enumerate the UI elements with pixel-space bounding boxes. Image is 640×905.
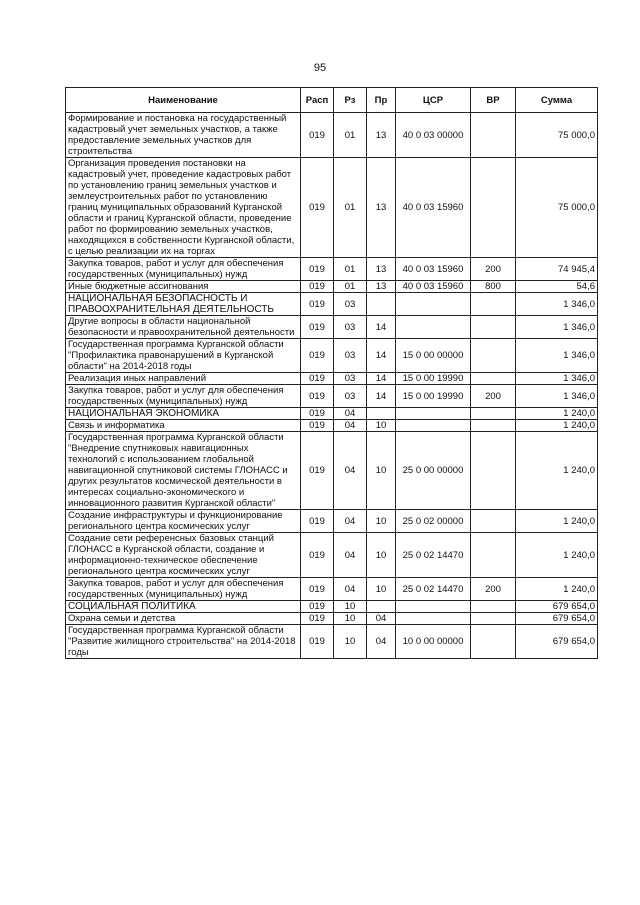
cell-rasp: 019	[301, 420, 334, 432]
cell-rasp: 019	[301, 533, 334, 578]
cell-vr: 200	[471, 385, 516, 408]
cell-sum: 74 945,4	[516, 258, 598, 281]
cell-rasp: 019	[301, 339, 334, 373]
header-sum: Сумма	[516, 88, 598, 113]
cell-vr	[471, 158, 516, 258]
cell-rz: 04	[334, 420, 367, 432]
cell-sum: 1 240,0	[516, 420, 598, 432]
cell-sum: 1 240,0	[516, 510, 598, 533]
cell-pr: 13	[367, 258, 396, 281]
cell-rasp: 019	[301, 625, 334, 659]
cell-csr: 10 0 00 00000	[396, 625, 471, 659]
cell-vr	[471, 613, 516, 625]
table-row	[66, 510, 598, 533]
cell-rasp: 019	[301, 601, 334, 613]
cell-sum: 54,6	[516, 281, 598, 293]
cell-name: Закупка товаров, работ и услуг для обеспечения государственных (муниципальных) нужд	[66, 258, 301, 281]
cell-vr: 800	[471, 281, 516, 293]
cell-rz: 01	[334, 113, 367, 158]
cell-pr: 14	[367, 373, 396, 385]
table-row	[66, 339, 598, 373]
table-row	[66, 613, 598, 625]
cell-sum: 1 346,0	[516, 316, 598, 339]
cell-csr: 15 0 00 19990	[396, 373, 471, 385]
cell-name: Государственная программа Курганской области "Профилактика правонарушений в Курганской области" на 2014-2018 годы	[66, 339, 301, 373]
cell-vr: 200	[471, 258, 516, 281]
cell-sum: 1 346,0	[516, 339, 598, 373]
cell-csr: 40 0 03 15960	[396, 281, 471, 293]
cell-rz: 04	[334, 408, 367, 420]
cell-name: Связь и информатика	[66, 420, 301, 432]
cell-pr: 10	[367, 533, 396, 578]
cell-rasp: 019	[301, 258, 334, 281]
cell-sum: 1 240,0	[516, 432, 598, 510]
cell-csr: 25 0 02 14470	[396, 533, 471, 578]
cell-vr	[471, 420, 516, 432]
cell-rz: 03	[334, 293, 367, 316]
table-body	[66, 113, 598, 659]
cell-pr: 14	[367, 385, 396, 408]
cell-rasp: 019	[301, 432, 334, 510]
cell-rz: 03	[334, 385, 367, 408]
cell-rasp: 019	[301, 316, 334, 339]
cell-sum: 75 000,0	[516, 158, 598, 258]
cell-csr: 25 0 00 00000	[396, 432, 471, 510]
cell-csr: 40 0 03 00000	[396, 113, 471, 158]
cell-csr	[396, 408, 471, 420]
cell-csr	[396, 613, 471, 625]
cell-rz: 03	[334, 316, 367, 339]
header-pr: Пр	[367, 88, 396, 113]
table-row	[66, 533, 598, 578]
cell-vr: 200	[471, 578, 516, 601]
cell-vr	[471, 373, 516, 385]
table-row	[66, 258, 598, 281]
cell-pr: 10	[367, 578, 396, 601]
table-row	[66, 113, 598, 158]
cell-vr	[471, 113, 516, 158]
header-vr: ВР	[471, 88, 516, 113]
cell-rz: 03	[334, 373, 367, 385]
cell-vr	[471, 601, 516, 613]
header-rz: Рз	[334, 88, 367, 113]
header-name: Наименование	[66, 88, 301, 113]
cell-csr: 15 0 00 00000	[396, 339, 471, 373]
cell-rasp: 019	[301, 281, 334, 293]
table-header-row	[66, 88, 598, 113]
cell-csr	[396, 420, 471, 432]
table-row	[66, 385, 598, 408]
table-row	[66, 158, 598, 258]
cell-vr	[471, 339, 516, 373]
cell-rz: 04	[334, 578, 367, 601]
header-csr: ЦСР	[396, 88, 471, 113]
cell-name: Создание сети референсных базовых станций ГЛОНАСС в Курганской области, создание и информационно-техническое обеспечение регионального центра космических услуг	[66, 533, 301, 578]
cell-rz: 01	[334, 258, 367, 281]
cell-rasp: 019	[301, 385, 334, 408]
table-row	[66, 420, 598, 432]
cell-sum: 679 654,0	[516, 601, 598, 613]
cell-pr: 13	[367, 158, 396, 258]
cell-name: Охрана семьи и детства	[66, 613, 301, 625]
page-number: 95	[313, 62, 327, 74]
cell-rz: 01	[334, 281, 367, 293]
cell-sum: 1 240,0	[516, 408, 598, 420]
cell-csr: 15 0 00 19990	[396, 385, 471, 408]
cell-csr: 25 0 02 14470	[396, 578, 471, 601]
cell-csr	[396, 293, 471, 316]
cell-name: НАЦИОНАЛЬНАЯ БЕЗОПАСНОСТЬ И ПРАВООХРАНИТЕЛЬНАЯ ДЕЯТЕЛЬНОСТЬ	[66, 293, 301, 316]
cell-rz: 04	[334, 510, 367, 533]
cell-name: Закупка товаров, работ и услуг для обеспечения государственных (муниципальных) нужд	[66, 578, 301, 601]
cell-rz: 04	[334, 432, 367, 510]
header-rasp: Расп	[301, 88, 334, 113]
table-row	[66, 293, 598, 316]
cell-pr: 14	[367, 339, 396, 373]
cell-rasp: 019	[301, 510, 334, 533]
cell-csr: 40 0 03 15960	[396, 258, 471, 281]
cell-rasp: 019	[301, 408, 334, 420]
cell-vr	[471, 533, 516, 578]
cell-sum: 1 346,0	[516, 293, 598, 316]
cell-rz: 10	[334, 613, 367, 625]
cell-sum: 75 000,0	[516, 113, 598, 158]
cell-rz: 01	[334, 158, 367, 258]
cell-vr	[471, 316, 516, 339]
cell-rz: 10	[334, 601, 367, 613]
cell-rz: 04	[334, 533, 367, 578]
cell-pr: 13	[367, 281, 396, 293]
cell-rz: 10	[334, 625, 367, 659]
cell-pr: 10	[367, 432, 396, 510]
cell-csr: 40 0 03 15960	[396, 158, 471, 258]
cell-vr	[471, 510, 516, 533]
table-row	[66, 432, 598, 510]
cell-pr: 04	[367, 625, 396, 659]
cell-sum: 679 654,0	[516, 625, 598, 659]
cell-rasp: 019	[301, 373, 334, 385]
cell-name: НАЦИОНАЛЬНАЯ ЭКОНОМИКА	[66, 408, 301, 420]
cell-csr	[396, 601, 471, 613]
cell-name: Реализация иных направлений	[66, 373, 301, 385]
cell-rasp: 019	[301, 613, 334, 625]
cell-vr	[471, 625, 516, 659]
cell-sum: 1 346,0	[516, 373, 598, 385]
cell-csr	[396, 316, 471, 339]
table-row	[66, 316, 598, 339]
cell-name: Государственная программа Курганской области "Развитие жилищного строительства" на 2014-2018 годы	[66, 625, 301, 659]
table-row	[66, 408, 598, 420]
cell-vr	[471, 432, 516, 510]
cell-pr: 14	[367, 316, 396, 339]
table-row	[66, 601, 598, 613]
cell-name: СОЦИАЛЬНАЯ ПОЛИТИКА	[66, 601, 301, 613]
cell-name: Формирование и постановка на государственный кадастровый учет земельных участков, а также предоставление земельных участков для строительства	[66, 113, 301, 158]
cell-sum: 1 240,0	[516, 578, 598, 601]
cell-name: Создание инфраструктуры и функционирование регионального центра космических услуг	[66, 510, 301, 533]
cell-rasp: 019	[301, 158, 334, 258]
cell-pr	[367, 408, 396, 420]
cell-pr	[367, 293, 396, 316]
cell-rasp: 019	[301, 293, 334, 316]
cell-name: Иные бюджетные ассигнования	[66, 281, 301, 293]
cell-csr: 25 0 02 00000	[396, 510, 471, 533]
cell-sum: 679 654,0	[516, 613, 598, 625]
table-row	[66, 625, 598, 659]
cell-vr	[471, 293, 516, 316]
cell-pr: 04	[367, 613, 396, 625]
cell-sum: 1 240,0	[516, 533, 598, 578]
cell-pr: 10	[367, 420, 396, 432]
cell-rasp: 019	[301, 578, 334, 601]
cell-vr	[471, 408, 516, 420]
table-row	[66, 373, 598, 385]
cell-pr: 13	[367, 113, 396, 158]
budget-table	[65, 87, 598, 659]
cell-rz: 03	[334, 339, 367, 373]
table-row	[66, 578, 598, 601]
cell-sum: 1 346,0	[516, 385, 598, 408]
table-row	[66, 281, 598, 293]
cell-name: Другие вопросы в области национальной безопасности и правоохранительной деятельности	[66, 316, 301, 339]
cell-rasp: 019	[301, 113, 334, 158]
cell-pr: 10	[367, 510, 396, 533]
cell-pr	[367, 601, 396, 613]
cell-name: Закупка товаров, работ и услуг для обеспечения государственных (муниципальных) нужд	[66, 385, 301, 408]
cell-name: Государственная программа Курганской области "Внедрение спутниковых навигационных технологий с использованием глобальной навигационной спутниковой системы ГЛОНАСС и других результатов космической деятельности в интересах социально-экономического и инновационного развития Курганской области"	[66, 432, 301, 510]
cell-name: Организация проведения постановки на кадастровый учет, проведение кадастровых работ по установлению границ земельных участков и землеустроительных работ по установлению границ муниципальных образований Курганской области и границ Курганской области, проведение работ по формированию земельных участков, находящихся в собственности Курганской области, с целью реализации их на торгах	[66, 158, 301, 258]
